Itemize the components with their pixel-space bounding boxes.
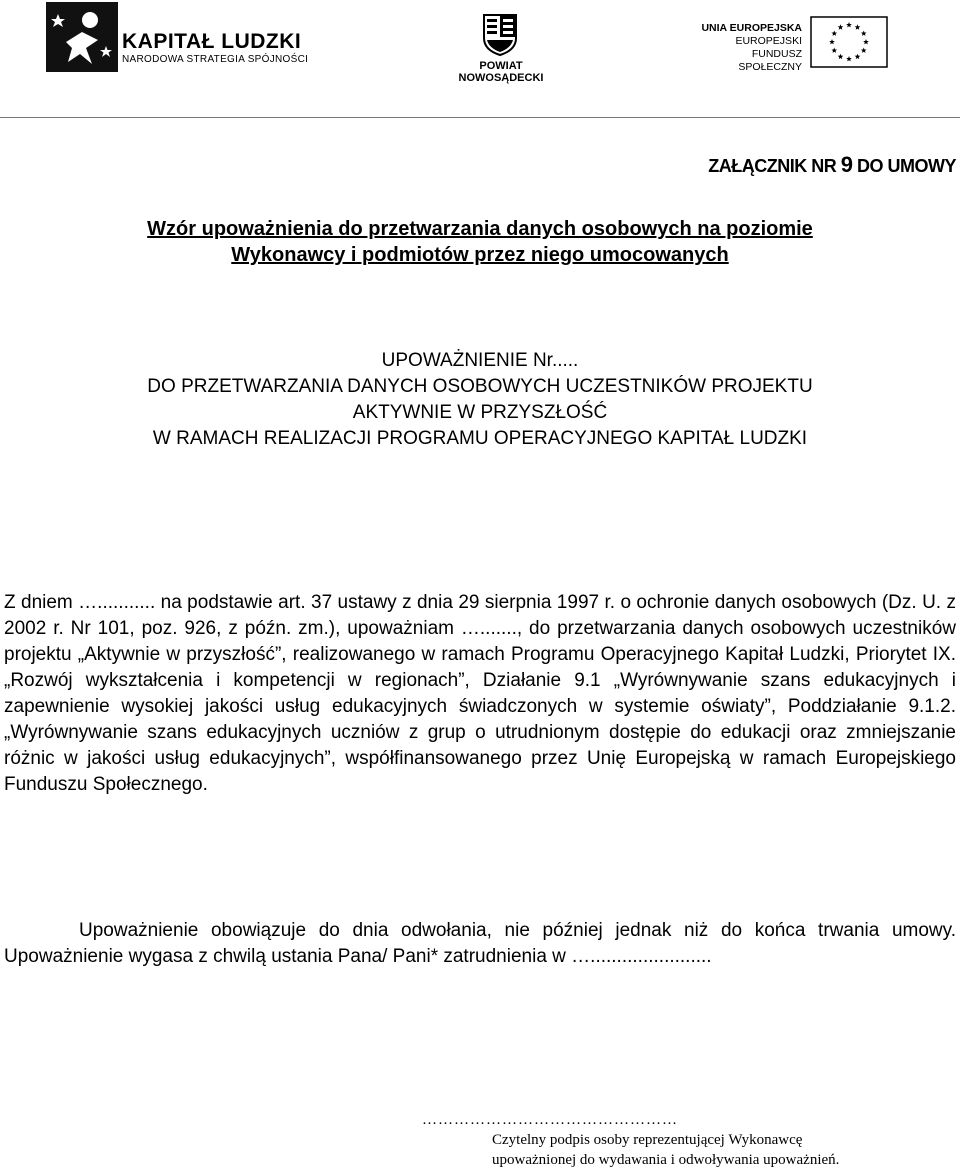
signature-block bbox=[420, 1110, 960, 1170]
title-line-1: UPOWAŻNIENIE Nr..... bbox=[381, 350, 579, 371]
document-heading bbox=[0, 216, 960, 268]
annex-label bbox=[708, 152, 956, 178]
authorization-title bbox=[0, 348, 960, 452]
title-line-3: AKTYWNIE W PRZYSZŁOŚĆ bbox=[352, 402, 608, 423]
annex-number: 9 bbox=[840, 152, 853, 177]
annex-suffix: DO UMOWY bbox=[852, 156, 956, 176]
signature-label-2: upoważnionej do wydawania i odwoływania upoważnień. bbox=[492, 1152, 840, 1168]
kapital-ludzki-logo-icon bbox=[46, 2, 118, 72]
eu-line-3: FUNDUSZ SPOŁECZNY bbox=[738, 48, 802, 73]
powiat-name: POWIAT NOWOSĄDECKI bbox=[458, 60, 544, 84]
eu-line-2: EUROPEJSKI bbox=[735, 35, 802, 47]
heading-line-1: Wzór upoważnienia do przetwarzania danych osobowych na poziomie bbox=[147, 218, 813, 240]
body-paragraph-2: Upoważnienie obowiązuje do dnia odwołania, nie później jednak niż do końca trwania umowy. Upoważnienie wygasa z chwilą ustania Pana/ Pani* zatrudnienia w …....................... bbox=[4, 920, 956, 967]
title-line-2: DO PRZETWARZANIA DANYCH OSOBOWYCH UCZESTNIKÓW PROJEKTU bbox=[147, 376, 813, 397]
eu-line-1: UNIA EUROPEJSKA bbox=[701, 22, 802, 34]
kapital-ludzki-title: KAPITAŁ LUDZKI bbox=[122, 30, 302, 53]
eu-flag-icon bbox=[810, 16, 888, 68]
header-logos bbox=[0, 0, 960, 100]
powiat-crest-icon bbox=[483, 14, 517, 56]
signature-label-1: Czytelny podpis osoby reprezentującej Wykonawcę bbox=[492, 1132, 803, 1148]
annex-prefix: ZAŁĄCZNIK NR bbox=[708, 156, 841, 176]
eu-text bbox=[700, 22, 802, 74]
kapital-ludzki-subtitle: NARODOWA STRATEGIA SPÓJNOŚCI bbox=[122, 54, 309, 65]
header-divider bbox=[0, 117, 960, 118]
signature-dots: ………………………………………… bbox=[422, 1112, 678, 1128]
heading-line-2: Wykonawcy i podmiotów przez niego umocowanych bbox=[231, 244, 729, 266]
body-paragraph-1: Z dniem …........... na podstawie art. 37 ustawy z dnia 29 sierpnia 1997 r. o ochronie danych osobowych (Dz. U. z 2002 r. Nr 101, poz. 926, z późn. zm.), upoważniam …......., do przetwarzania danych osobowych uczestników projektu „Aktywnie w przyszłość”, realizowanego w ramach Programu Operacyjnego Kapitał Ludzki, Priorytet IX. „Rozwój wykształcenia i kompetencji w regionach”, Działanie 9.1 „Wyrównywanie szans edukacyjnych i zapewnienie wysokiej jakości usług edukacyjnych świadczonych w systemie oświaty”, Poddziałanie 9.1.2. „Wyrównywanie szans edukacyjnych uczniów z grup o utrudnionym dostępie do edukacji oraz zmniejszanie różnic w jakości usług edukacyjnych”, współfinansowanego przez Unię Europejską w ramach Europejskiego Funduszu Społecznego. bbox=[4, 592, 956, 795]
title-line-4: W RAMACH REALIZACJI PROGRAMU OPERACYJNEGO KAPITAŁ LUDZKI bbox=[152, 428, 808, 449]
